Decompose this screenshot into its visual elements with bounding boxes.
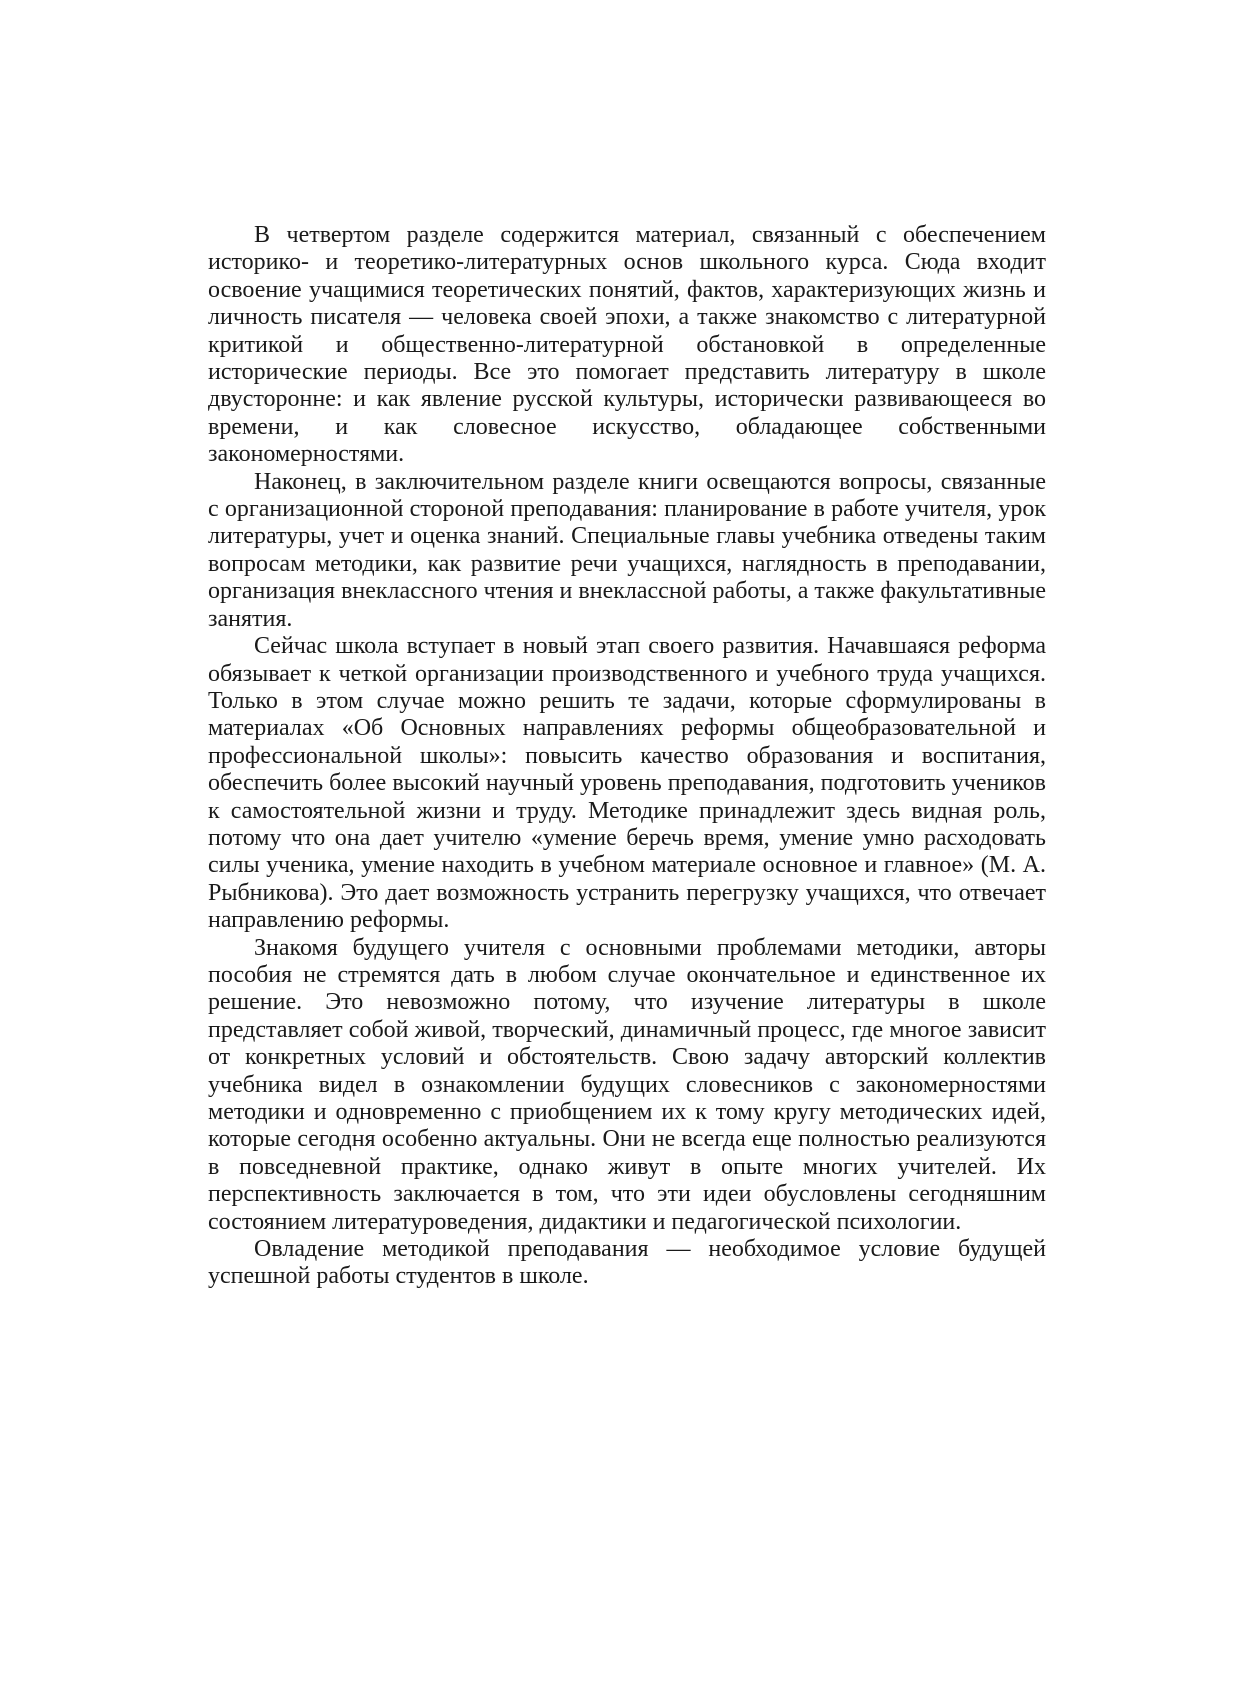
paragraph-final-section: Наконец, в заключительном разделе книги освещаются вопросы, связанные с организационной стороной преподавания: планирование в работе учителя, урок литературы, учет и оценка знаний. Специальные главы учебника отведены таким вопросам методики, как развитие речи учащихся, наглядность в преподавании, организация внеклассного чтения и внеклассной работы, а также факультативные занятия. bbox=[208, 468, 1046, 632]
body-text bbox=[208, 222, 1046, 1291]
paragraph-school-reform: Сейчас школа вступает в новый этап своего развития. Начавшаяся реформа обязывает к четкой организации производственного и учебного труда учащихся. Только в этом случае можно решить те задачи, которые сформулированы в материалах «Об Основных направлениях реформы общеобразовательной и профессиональной школы»: повысить качество образования и воспитания, обеспечить более высокий научный уровень преподавания, подготовить учеников к самостоятельной жизни и труду. Методике принадлежит здесь видная роль, потому что она дает учителю «умение беречь время, умение умно расходовать силы ученика, умение находить в учебном материале основное и главное» (М. А. Рыбникова). Это дает возможность устранить перегрузку учащихся, что отвечает направлению реформы. bbox=[208, 633, 1046, 934]
paragraph-section-four: В четвертом разделе содержится материал, связанный с обеспечением историко- и теоретико-литературных основ школьного курса. Сюда входит освоение учащимися теоретических понятий, фактов, характеризующих жизнь и личность писателя — человека своей эпохи, а также знакомство с литературной критикой и общественно-литературной обстановкой в определенные исторические периоды. Все это помогает представить литературу в школе двусторонне: и как явление русской культуры, исторически развивающееся во времени, и как словесное искусство, обладающее собственными закономерностями. bbox=[208, 222, 1046, 468]
paragraph-conclusion: Овладение методикой преподавания — необходимое условие будущей успешной работы студентов в школе. bbox=[208, 1236, 1046, 1290]
paragraph-methodology-problems: Знакомя будущего учителя с основными проблемами методики, авторы пособия не стремятся дать в любом случае окончательное и единственное их решение. Это невозможно потому, что изучение литературы в школе представляет собой живой, творческий, динамичный процесс, где многое зависит от конкретных условий и обстоятельств. Свою задачу авторский коллектив учебника видел в ознакомлении будущих словесников с закономерностями методики и одновременно с приобщением их к тому кругу методических идей, которые сегодня особенно актуальны. Они не всегда еще полностью реализуются в повседневной практике, однако живут в опыте многих учителей. Их перспективность заключается в том, что эти идеи обусловлены сегодняшним состоянием литературоведения, дидактики и педагогической психологии. bbox=[208, 934, 1046, 1235]
